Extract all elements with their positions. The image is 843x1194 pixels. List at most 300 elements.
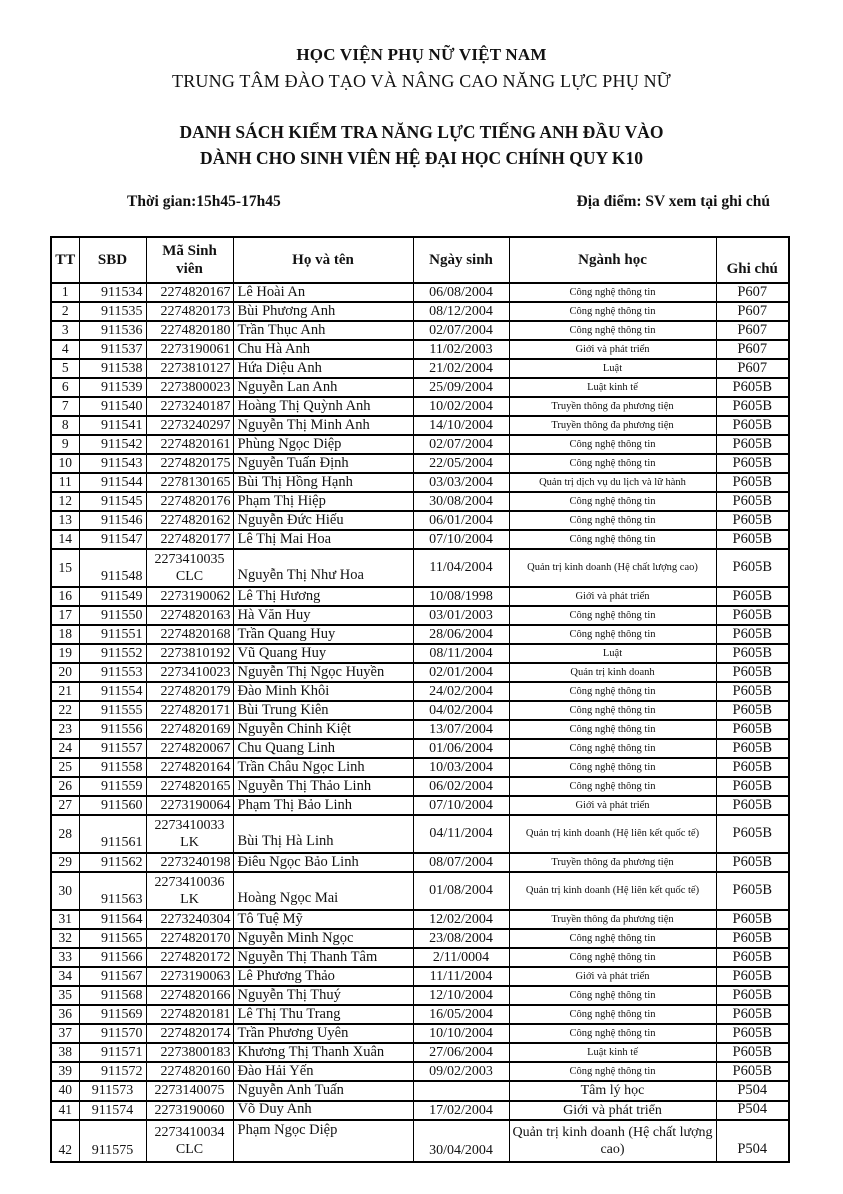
header-room: Ghi chú [716,237,789,283]
cell-major: Luật [509,359,716,378]
cell-room: P605B [716,739,789,758]
cell-student-code: 2273240304 [146,910,233,929]
cell-student-code: 2274820172 [146,948,233,967]
cell-student-code: 2273800183 [146,1043,233,1062]
cell-name: Nguyễn Tuấn Định [233,454,413,473]
cell-room: P605B [716,1005,789,1024]
table-row [51,378,789,397]
cell-tt: 12 [51,492,79,511]
cell-dob: 06/01/2004 [413,511,509,530]
table-row [51,492,789,511]
cell-sbd: 911549 [79,587,146,606]
cell-room: P605B [716,853,789,872]
cell-sbd: 911570 [79,1024,146,1043]
cell-name: Hà Văn Huy [233,606,413,625]
cell-sbd: 911551 [79,625,146,644]
cell-dob: 01/06/2004 [413,739,509,758]
cell-student-code: 2273190062 [146,587,233,606]
cell-dob: 23/08/2004 [413,929,509,948]
cell-major: Công nghệ thông tin [509,454,716,473]
cell-tt: 41 [51,1101,79,1121]
cell-student-code: 2273240198 [146,853,233,872]
cell-dob: 01/08/2004 [413,872,509,910]
cell-room: P605B [716,720,789,739]
cell-major: Luật [509,644,716,663]
cell-name: Lê Thị Hương [233,587,413,606]
cell-room: P605B [716,682,789,701]
cell-major: Tâm lý học [509,1081,716,1101]
cell-room: P605B [716,606,789,625]
cell-dob: 04/02/2004 [413,701,509,720]
cell-name: Võ Duy Anh [233,1101,413,1121]
cell-dob: 08/07/2004 [413,853,509,872]
cell-major: Giới và phát triển [509,967,716,986]
table-row [51,1005,789,1024]
cell-major: Luật kinh tế [509,378,716,397]
cell-major: Truyền thông đa phương tiện [509,416,716,435]
cell-dob: 10/08/1998 [413,587,509,606]
cell-student-code: 2274820161 [146,435,233,454]
cell-room: P605B [716,511,789,530]
cell-tt: 13 [51,511,79,530]
cell-major: Công nghệ thông tin [509,1024,716,1043]
cell-dob: 02/01/2004 [413,663,509,682]
cell-sbd: 911539 [79,378,146,397]
cell-name: Bùi Thị Hà Linh [233,815,413,853]
cell-sbd: 911571 [79,1043,146,1062]
cell-room: P605B [716,777,789,796]
cell-room: P605B [716,796,789,815]
cell-dob: 10/03/2004 [413,758,509,777]
cell-major: Giới và phát triển [509,587,716,606]
cell-sbd: 911544 [79,473,146,492]
cell-major: Giới và phát triển [509,340,716,359]
cell-sbd: 911542 [79,435,146,454]
cell-dob: 22/05/2004 [413,454,509,473]
cell-dob: 03/01/2003 [413,606,509,625]
cell-tt: 14 [51,530,79,549]
cell-tt: 21 [51,682,79,701]
cell-sbd: 911540 [79,397,146,416]
table-row [51,1081,789,1101]
table-row [51,948,789,967]
cell-student-code: 2274820163 [146,606,233,625]
cell-major: Công nghệ thông tin [509,720,716,739]
cell-name: Vũ Quang Huy [233,644,413,663]
cell-dob: 06/08/2004 [413,283,509,302]
cell-student-code: 2273240187 [146,397,233,416]
table-row [51,1043,789,1062]
cell-tt: 4 [51,340,79,359]
cell-room: P605B [716,815,789,853]
cell-tt: 26 [51,777,79,796]
table-row [51,302,789,321]
cell-tt: 29 [51,853,79,872]
cell-sbd: 911572 [79,1062,146,1081]
table-row [51,1120,789,1162]
cell-tt: 3 [51,321,79,340]
cell-dob: 2/11/0004 [413,948,509,967]
cell-name: Nguyễn Anh Tuấn [233,1081,413,1101]
cell-room: P605B [716,967,789,986]
cell-dob: 16/05/2004 [413,1005,509,1024]
header-name: Họ và tên [233,237,413,283]
table-row [51,1024,789,1043]
cell-room: P605B [716,948,789,967]
cell-dob: 11/02/2003 [413,340,509,359]
cell-tt: 35 [51,986,79,1005]
table-row [51,910,789,929]
cell-sbd: 911552 [79,644,146,663]
cell-major: Công nghệ thông tin [509,435,716,454]
table-row [51,815,789,853]
cell-dob: 10/10/2004 [413,1024,509,1043]
cell-dob: 11/04/2004 [413,549,509,587]
cell-name: Nguyễn Thị Như Hoa [233,549,413,587]
cell-room: P605B [716,1062,789,1081]
cell-sbd: 911534 [79,283,146,302]
table-row [51,720,789,739]
cell-student-code: 2274820175 [146,454,233,473]
cell-sbd: 911538 [79,359,146,378]
header-tt: TT [51,237,79,283]
cell-tt: 9 [51,435,79,454]
cell-major: Công nghệ thông tin [509,606,716,625]
cell-room: P605B [716,549,789,587]
table-row [51,606,789,625]
cell-sbd: 911557 [79,739,146,758]
cell-sbd: 911543 [79,454,146,473]
cell-major: Công nghệ thông tin [509,283,716,302]
cell-room: P607 [716,359,789,378]
cell-name: Nguyễn Thị Thảo Linh [233,777,413,796]
cell-tt: 25 [51,758,79,777]
cell-student-code: 2273190064 [146,796,233,815]
cell-room: P605B [716,492,789,511]
cell-student-code: 2274820170 [146,929,233,948]
cell-tt: 6 [51,378,79,397]
cell-student-code: 2274820167 [146,283,233,302]
table-row [51,340,789,359]
cell-major: Công nghệ thông tin [509,986,716,1005]
table-row [51,986,789,1005]
cell-dob: 12/10/2004 [413,986,509,1005]
table-row [51,853,789,872]
cell-name: Phạm Thị Hiệp [233,492,413,511]
cell-dob: 07/10/2004 [413,530,509,549]
table-row [51,416,789,435]
table-row [51,758,789,777]
cell-major: Quản trị kinh doanh (Hệ chất lượng cao) [509,1120,716,1162]
cell-major: Công nghệ thông tin [509,701,716,720]
table-row [51,682,789,701]
cell-name: Nguyễn Thị Thanh Tâm [233,948,413,967]
header-sbd: SBD [79,237,146,283]
cell-name: Hoàng Ngọc Mai [233,872,413,910]
cell-sbd: 911564 [79,910,146,929]
cell-name: Hoàng Thị Quỳnh Anh [233,397,413,416]
cell-dob [413,1081,509,1101]
cell-sbd: 911555 [79,701,146,720]
table-row [51,796,789,815]
cell-name: Bùi Thị Hồng Hạnh [233,473,413,492]
cell-tt: 32 [51,929,79,948]
cell-name: Nguyễn Thị Minh Anh [233,416,413,435]
cell-room: P605B [716,587,789,606]
cell-room: P605B [716,473,789,492]
cell-student-code: 2273810192 [146,644,233,663]
cell-tt: 33 [51,948,79,967]
cell-dob: 07/10/2004 [413,796,509,815]
cell-tt: 36 [51,1005,79,1024]
cell-major: Quản trị kinh doanh (Hệ liên kết quốc tế) [509,815,716,853]
cell-tt: 17 [51,606,79,625]
cell-room: P605B [716,644,789,663]
time-label: Thời gian:15h45-17h45 [127,193,281,210]
cell-name: Đào Hải Yến [233,1062,413,1081]
cell-room: P607 [716,340,789,359]
cell-dob: 25/09/2004 [413,378,509,397]
cell-student-code: 2273240297 [146,416,233,435]
cell-student-code: 2274820067 [146,739,233,758]
cell-tt: 30 [51,872,79,910]
table-row [51,967,789,986]
cell-student-code: 2274820171 [146,701,233,720]
cell-tt: 18 [51,625,79,644]
cell-name: Trần Quang Huy [233,625,413,644]
table-row [51,625,789,644]
cell-student-code: 2273410023 [146,663,233,682]
cell-student-code: 2273190060 [146,1101,233,1121]
cell-major: Công nghệ thông tin [509,777,716,796]
cell-room: P605B [716,397,789,416]
cell-major: Quản trị kinh doanh (Hệ liên kết quốc tế) [509,872,716,910]
cell-name: Nguyễn Minh Ngọc [233,929,413,948]
cell-room: P605B [716,1043,789,1062]
table-row [51,1062,789,1081]
cell-tt: 42 [51,1120,79,1162]
cell-tt: 8 [51,416,79,435]
cell-dob: 30/08/2004 [413,492,509,511]
cell-sbd: 911556 [79,720,146,739]
cell-student-code: 2274820177 [146,530,233,549]
cell-name: Nguyễn Thị Ngọc Huyền [233,663,413,682]
cell-sbd: 911559 [79,777,146,796]
cell-tt: 22 [51,701,79,720]
cell-tt: 38 [51,1043,79,1062]
cell-major: Công nghệ thông tin [509,929,716,948]
cell-tt: 10 [51,454,79,473]
cell-major: Quản trị kinh doanh [509,663,716,682]
cell-tt: 27 [51,796,79,815]
cell-dob: 12/02/2004 [413,910,509,929]
cell-room: P605B [716,663,789,682]
cell-major: Truyền thông đa phương tiện [509,397,716,416]
table-row [51,644,789,663]
cell-name: Khương Thị Thanh Xuân [233,1043,413,1062]
cell-room: P605B [716,454,789,473]
cell-name: Phạm Thị Bảo Linh [233,796,413,815]
cell-room: P607 [716,283,789,302]
table-row [51,587,789,606]
table-header-row [51,237,789,283]
cell-name: Chu Quang Linh [233,739,413,758]
cell-dob: 06/02/2004 [413,777,509,796]
cell-name: Trần Phương Uyên [233,1024,413,1043]
cell-dob: 30/04/2004 [413,1120,509,1162]
cell-sbd: 911545 [79,492,146,511]
cell-sbd: 911536 [79,321,146,340]
cell-student-code: 2274820181 [146,1005,233,1024]
cell-room: P607 [716,302,789,321]
student-table-body [51,283,789,1162]
cell-room: P605B [716,872,789,910]
cell-room: P605B [716,416,789,435]
cell-major: Công nghệ thông tin [509,492,716,511]
cell-student-code: 2273410034 CLC [146,1120,233,1162]
cell-dob: 13/07/2004 [413,720,509,739]
cell-tt: 7 [51,397,79,416]
org-name: HỌC VIỆN PHỤ NỮ VIỆT NAM [296,45,547,64]
cell-tt: 40 [51,1081,79,1101]
cell-major: Công nghệ thông tin [509,739,716,758]
cell-sbd: 911562 [79,853,146,872]
cell-sbd: 911535 [79,302,146,321]
cell-dob: 02/07/2004 [413,435,509,454]
cell-dob: 02/07/2004 [413,321,509,340]
table-row [51,663,789,682]
cell-dob: 24/02/2004 [413,682,509,701]
cell-sbd: 911574 [79,1101,146,1121]
cell-sbd: 911547 [79,530,146,549]
cell-room: P605B [716,986,789,1005]
cell-tt: 31 [51,910,79,929]
cell-sbd: 911561 [79,815,146,853]
table-row [51,777,789,796]
cell-major: Công nghệ thông tin [509,1005,716,1024]
cell-name: Bùi Phương Anh [233,302,413,321]
cell-student-code: 2274820165 [146,777,233,796]
cell-major: Truyền thông đa phương tiện [509,853,716,872]
cell-sbd: 911565 [79,929,146,948]
cell-room: P504 [716,1120,789,1162]
cell-room: P605B [716,929,789,948]
cell-major: Giới và phát triển [509,1101,716,1121]
table-row [51,454,789,473]
cell-tt: 23 [51,720,79,739]
cell-major: Công nghệ thông tin [509,682,716,701]
cell-student-code: 2274820168 [146,625,233,644]
cell-name: Nguyễn Đức Hiếu [233,511,413,530]
cell-room: P605B [716,378,789,397]
cell-student-code: 2273190063 [146,967,233,986]
meta-row [127,193,770,211]
table-row [51,473,789,492]
cell-sbd: 911541 [79,416,146,435]
org-unit: TRUNG TÂM ĐÀO TẠO VÀ NÂNG CAO NĂNG LỰC PHỤ NỮ [172,71,671,91]
table-row [51,321,789,340]
cell-room: P605B [716,530,789,549]
cell-dob: 17/02/2004 [413,1101,509,1121]
cell-tt: 16 [51,587,79,606]
cell-sbd: 911568 [79,986,146,1005]
table-row [51,872,789,910]
cell-student-code: 2274820176 [146,492,233,511]
table-row [51,435,789,454]
cell-student-code: 2278130165 [146,473,233,492]
cell-sbd: 911569 [79,1005,146,1024]
cell-dob: 11/11/2004 [413,967,509,986]
table-row [51,739,789,758]
cell-tt: 11 [51,473,79,492]
cell-name: Trần Thục Anh [233,321,413,340]
cell-tt: 39 [51,1062,79,1081]
cell-room: P607 [716,321,789,340]
cell-major: Công nghệ thông tin [509,321,716,340]
cell-major: Công nghệ thông tin [509,302,716,321]
cell-room: P605B [716,910,789,929]
cell-dob: 09/02/2003 [413,1062,509,1081]
cell-name: Đào Minh Khôi [233,682,413,701]
cell-sbd: 911546 [79,511,146,530]
cell-room: P605B [716,701,789,720]
cell-dob: 28/06/2004 [413,625,509,644]
cell-student-code: 2273410036 LK [146,872,233,910]
cell-name: Trần Châu Ngọc Linh [233,758,413,777]
header-major: Ngành học [509,237,716,283]
doc-title-line1: DANH SÁCH KIỂM TRA NĂNG LỰC TIẾNG ANH ĐẦU VÀO [179,122,664,142]
table-row [51,359,789,378]
cell-name: Điêu Ngọc Bảo Linh [233,853,413,872]
cell-sbd: 911567 [79,967,146,986]
cell-room: P605B [716,758,789,777]
cell-room: P504 [716,1101,789,1121]
cell-tt: 15 [51,549,79,587]
cell-sbd: 911560 [79,796,146,815]
cell-dob: 21/02/2004 [413,359,509,378]
cell-name: Lê Thị Mai Hoa [233,530,413,549]
cell-student-code: 2274820160 [146,1062,233,1081]
cell-sbd: 911550 [79,606,146,625]
cell-name: Lê Phương Thảo [233,967,413,986]
cell-sbd: 911575 [79,1120,146,1162]
cell-tt: 28 [51,815,79,853]
cell-student-code: 2273140075 [146,1081,233,1101]
cell-tt: 37 [51,1024,79,1043]
cell-sbd: 911573 [79,1081,146,1101]
cell-dob: 08/11/2004 [413,644,509,663]
cell-student-code: 2274820173 [146,302,233,321]
cell-student-code: 2274820166 [146,986,233,1005]
doc-title-line2: DÀNH CHO SINH VIÊN HỆ ĐẠI HỌC CHÍNH QUY K10 [200,148,643,168]
cell-major: Truyền thông đa phương tiện [509,910,716,929]
cell-student-code: 2274820179 [146,682,233,701]
cell-name: Nguyễn Chinh Kiệt [233,720,413,739]
cell-sbd: 911566 [79,948,146,967]
cell-major: Công nghệ thông tin [509,948,716,967]
header-dob: Ngày sinh [413,237,509,283]
cell-student-code: 2274820174 [146,1024,233,1043]
table-row [51,549,789,587]
cell-name: Hứa Diệu Anh [233,359,413,378]
cell-name: Phạm Ngọc Diệp [233,1120,413,1162]
cell-name: Bùi Trung Kiên [233,701,413,720]
cell-tt: 19 [51,644,79,663]
cell-tt: 5 [51,359,79,378]
student-table [50,236,790,1163]
cell-tt: 2 [51,302,79,321]
cell-student-code: 2274820162 [146,511,233,530]
